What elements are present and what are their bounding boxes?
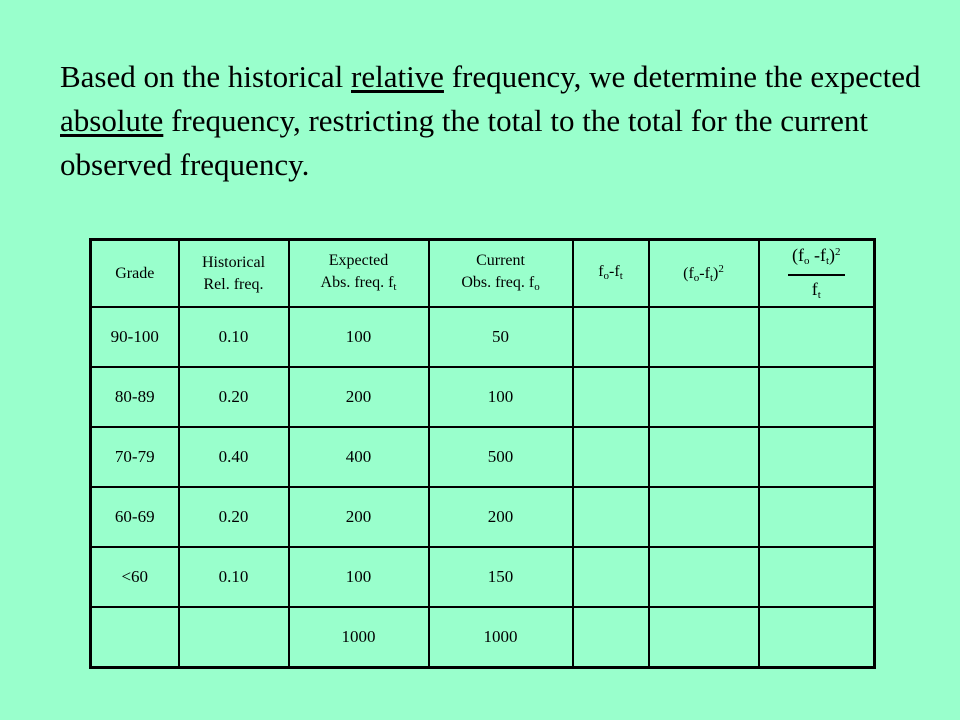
header-diff-sub-t: t	[619, 269, 623, 282]
cell-expected: 200	[289, 367, 429, 427]
cell-chi-term	[759, 427, 875, 487]
cell-grade: 80-89	[91, 367, 179, 427]
cell-grade: 70-79	[91, 427, 179, 487]
header-grade	[91, 240, 179, 308]
chi-den-sub-t: t	[817, 289, 821, 301]
header-sq-open: (f	[683, 265, 694, 282]
cell-chi-term-total	[759, 607, 875, 668]
header-sq-exponent: 2	[718, 263, 724, 275]
cell-difference	[573, 367, 649, 427]
header-expected-line1: Expected	[328, 251, 389, 269]
frequency-table	[89, 238, 876, 669]
header-current-line2: Obs. freq. f	[461, 273, 535, 291]
cell-current-total: 1000	[429, 607, 573, 668]
table-row	[91, 487, 875, 547]
heading-text	[60, 55, 930, 187]
heading-relative-word: relative	[351, 59, 444, 94]
cell-difference	[573, 487, 649, 547]
cell-grade: 60-69	[91, 487, 179, 547]
header-sq-minus-f: -f	[699, 265, 710, 282]
cell-chi-term	[759, 547, 875, 607]
cell-grade: 90-100	[91, 307, 179, 367]
header-squared-difference	[649, 240, 759, 308]
chi-square-fraction	[788, 241, 845, 306]
heading-absolute-word: absolute	[60, 103, 164, 138]
cell-squared-difference-total	[649, 607, 759, 668]
header-current	[429, 240, 573, 308]
cell-chi-term	[759, 367, 875, 427]
cell-current: 50	[429, 307, 573, 367]
chi-den-f: f	[811, 279, 818, 299]
cell-historical: 0.10	[179, 307, 289, 367]
heading-part-1: Based on the historical	[60, 59, 351, 94]
chi-square-numerator	[788, 241, 845, 276]
header-expected-sub: t	[393, 280, 397, 293]
header-sq-sub-o: o	[693, 272, 700, 284]
cell-chi-term	[759, 307, 875, 367]
header-difference	[573, 240, 649, 308]
cell-historical: 0.20	[179, 487, 289, 547]
table-row	[91, 307, 875, 367]
header-diff-f: f	[598, 262, 604, 280]
chi-num-sub-t: t	[825, 255, 830, 267]
cell-historical: 0.20	[179, 367, 289, 427]
header-historical-line1: Historical	[201, 253, 266, 271]
heading-part-3: frequency, restricting the total to the total for the current observed frequency.	[60, 103, 869, 182]
cell-current: 150	[429, 547, 573, 607]
cell-expected: 100	[289, 307, 429, 367]
cell-expected: 200	[289, 487, 429, 547]
cell-difference	[573, 307, 649, 367]
header-diff-minus-f: -f	[609, 262, 620, 280]
cell-squared-difference	[649, 427, 759, 487]
cell-difference	[573, 427, 649, 487]
table-row	[91, 547, 875, 607]
header-chi-square-term	[759, 240, 875, 308]
cell-current: 100	[429, 367, 573, 427]
cell-squared-difference	[649, 307, 759, 367]
cell-squared-difference	[649, 487, 759, 547]
cell-squared-difference	[649, 367, 759, 427]
header-sq-close: )	[713, 265, 719, 282]
header-historical-line2: Rel. freq.	[203, 275, 264, 293]
chi-square-denominator	[788, 276, 845, 306]
cell-grade-total	[91, 607, 179, 668]
table-row	[91, 427, 875, 487]
cell-difference	[573, 547, 649, 607]
chi-num-minus-f: -f	[809, 245, 826, 265]
cell-expected-total: 1000	[289, 607, 429, 668]
cell-expected: 400	[289, 427, 429, 487]
cell-chi-term	[759, 487, 875, 547]
table-totals-row	[91, 607, 875, 668]
cell-historical-total	[179, 607, 289, 668]
heading-part-2: frequency, we determine the expected	[443, 59, 921, 94]
chi-num-exponent: 2	[835, 246, 841, 258]
cell-difference-total	[573, 607, 649, 668]
cell-squared-difference	[649, 547, 759, 607]
table-row	[91, 367, 875, 427]
header-expected	[289, 240, 429, 308]
table-header-row	[91, 240, 875, 308]
header-expected-line2: Abs. freq. f	[320, 273, 394, 291]
cell-current: 200	[429, 487, 573, 547]
cell-expected: 100	[289, 547, 429, 607]
header-sq-sub-t: t	[709, 272, 714, 284]
header-current-sub: o	[534, 280, 540, 293]
header-diff-sub-o: o	[603, 269, 610, 282]
cell-historical: 0.10	[179, 547, 289, 607]
chi-num-close: )	[829, 245, 836, 265]
chi-num-sub-o: o	[803, 255, 810, 267]
chi-num-open: (f	[791, 245, 804, 265]
header-current-line1: Current	[476, 251, 525, 269]
cell-grade: <60	[91, 547, 179, 607]
header-historical	[179, 240, 289, 308]
cell-historical: 0.40	[179, 427, 289, 487]
header-grade-label: Grade	[115, 264, 155, 282]
cell-current: 500	[429, 427, 573, 487]
